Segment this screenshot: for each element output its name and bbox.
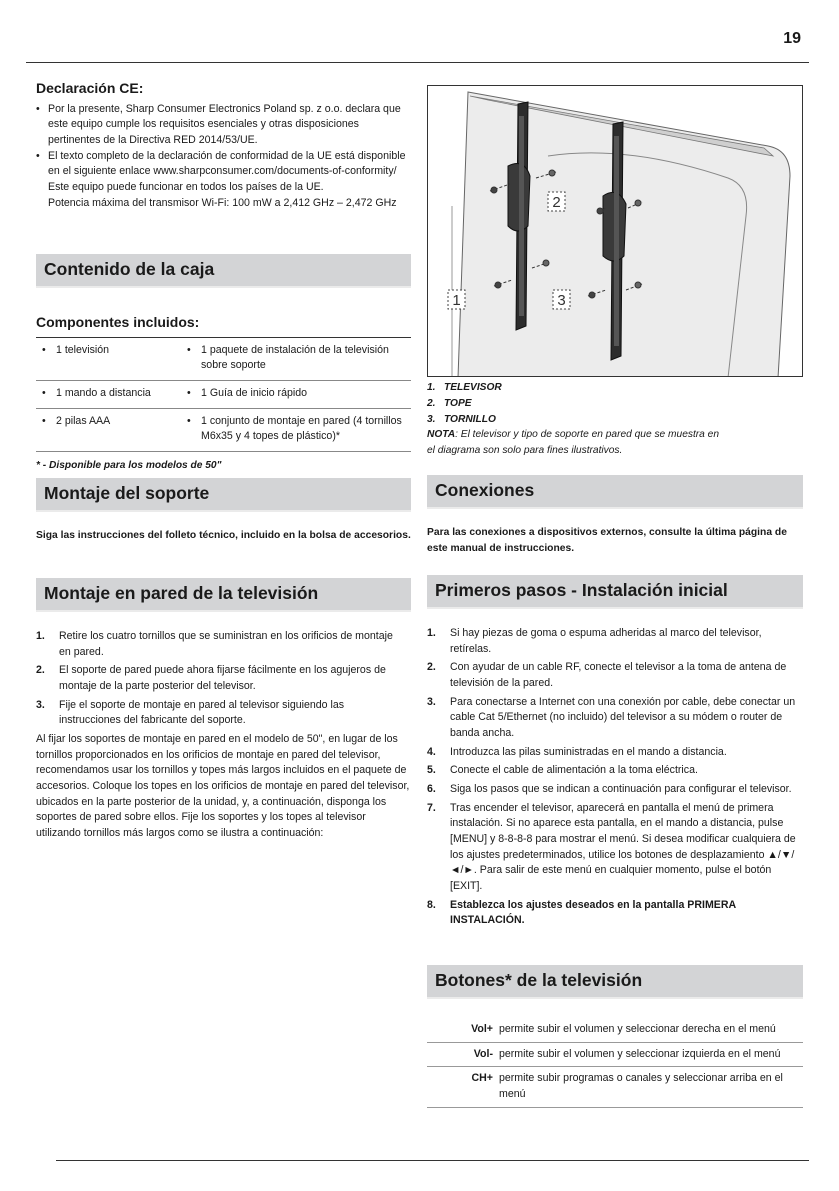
wall-mount-diagram xyxy=(427,85,803,377)
tv-bracket-illustration xyxy=(428,86,803,377)
connections-text: Para las conexiones a dispositivos externos, consulte la última página de este manual de instrucciones. xyxy=(427,527,787,555)
setup-steps xyxy=(427,626,803,929)
table-row xyxy=(427,1042,803,1067)
box-footnote: * - Disponible para los modelos de 50" xyxy=(36,460,222,472)
table-cell: • 1 mando a distancia xyxy=(36,386,181,402)
button-key: Vol+ xyxy=(427,1018,499,1042)
table-cell: • 1 Guía de inicio rápido xyxy=(181,386,411,402)
diagram-note: NOTA: El televisor y tipo de soporte en pared que se muestra en el diagrama son solo para fines ilustrativos. xyxy=(427,429,720,457)
legend-item: 2. TOPE xyxy=(427,397,472,409)
list-item: 1. Retire los cuatro tornillos que se suministran en los orificios de montaje en pared. xyxy=(36,630,393,658)
list-item: 6. Siga los pasos que se indican a continuación para configurar el televisor. xyxy=(427,783,792,796)
table-row xyxy=(36,408,411,451)
list-item: 8. Establezca los ajustes deseados en la pantalla PRIMERA INSTALACIÓN. xyxy=(427,898,736,927)
button-key: Vol- xyxy=(427,1042,499,1067)
section-header: Contenido de la caja xyxy=(36,254,411,288)
table-cell: • 1 televisión xyxy=(36,343,181,359)
table-row xyxy=(427,1067,803,1107)
ce-declaration xyxy=(36,78,411,211)
ce-extra-line: Potencia máxima del transmisor Wi-Fi: 100 mW a 2,412 GHz – 2,472 GHz xyxy=(48,196,397,209)
table-cell: • 1 conjunto de montaje en pared (4 tornillos M6x35 y 4 topes de plástico)* xyxy=(181,414,411,445)
wall-mount-section xyxy=(36,578,411,842)
table-row xyxy=(36,337,411,380)
box-subtitle: Componentes incluidos: xyxy=(36,314,200,330)
bottom-divider xyxy=(56,1160,809,1161)
legend-item: 3. TORNILLO xyxy=(427,413,496,425)
ce-bullet xyxy=(36,149,411,212)
components-table xyxy=(36,337,411,452)
table-row xyxy=(427,1018,803,1042)
ce-bullet-text: El texto completo de la declaración de conformidad de la UE está disponible en el siguiente enlace www.sharpconsumer.com/documents-of-conformity/ xyxy=(48,149,406,178)
setup-section xyxy=(427,575,803,932)
section-header: Montaje en pared de la televisión xyxy=(36,578,411,612)
ce-bullets xyxy=(36,102,411,212)
section-header: Botones* de la televisión xyxy=(427,965,803,999)
ce-title: Declaración CE: xyxy=(36,80,144,96)
legend-item: 1. TELEVISOR xyxy=(427,382,502,393)
section-header: Montaje del soporte xyxy=(36,478,411,512)
diagram-section xyxy=(427,85,803,459)
diagram-legend xyxy=(427,380,803,459)
list-item: 2. Con ayudar de un cable RF, conecte el televisor a la toma de antena de televisión de la pared. xyxy=(427,661,787,690)
section-header: Primeros pasos - Instalación inicial xyxy=(427,575,803,609)
stand-text: Siga las instrucciones del folleto técnico, incluido en la bolsa de accesorios. xyxy=(36,530,411,541)
list-item: 2. El soporte de pared puede ahora fijarse fácilmente en los agujeros de montaje de la parte posterior del televisor. xyxy=(36,664,386,693)
callout-1: 1 xyxy=(452,292,461,309)
list-item: 5. Conecte el cable de alimentación a la toma eléctrica. xyxy=(427,764,698,777)
list-item: 4. Introduzca las pilas suministradas en el mando a distancia. xyxy=(427,745,727,758)
table-row xyxy=(36,381,411,409)
button-key: CH+ xyxy=(427,1067,499,1107)
top-divider xyxy=(26,62,809,63)
box-contents-section xyxy=(36,254,411,473)
stand-section xyxy=(36,478,411,544)
list-item: 1. Si hay piezas de goma o espuma adheridas al marco del televisor, retírelas. xyxy=(427,627,762,655)
list-item: 3. Fije el soporte de montaje en pared al televisor siguiendo las instrucciones del fabricante del soporte. xyxy=(36,698,345,727)
callout-3: 3 xyxy=(557,292,566,309)
tv-buttons-section xyxy=(427,965,803,1108)
section-header: Conexiones xyxy=(427,475,803,509)
list-item: 7. Tras encender el televisor, aparecerá en pantalla el menú de primera instalación. Si no aparece esta pantalla, en el mando a distancia, pulse [MENU] y 8-8-8-8 para mostrar el menú. Si desea modificar cualquiera de los ajustes predeterminados, utilice los botones de desplazamiento ▲/▼/◄/►. Para salir de este menú en cualquier momento, pulse el botón [EXIT]. xyxy=(427,801,796,893)
button-desc: permite subir programas o canales y seleccionar arriba en el menú xyxy=(499,1067,803,1107)
button-desc: permite subir el volumen y seleccionar izquierda en el menú xyxy=(499,1042,803,1067)
connections-section xyxy=(427,475,803,558)
ce-extra-line: Este equipo puede funcionar en todos los países de la UE. xyxy=(48,181,324,194)
table-cell: • 1 paquete de instalación de la televisión sobre soporte xyxy=(181,343,411,374)
button-desc: permite subir el volumen y seleccionar derecha en el menú xyxy=(499,1018,803,1042)
list-item: 3. Para conectarse a Internet con una conexión por cable, debe conectar un cable Cat 5/Ethernet (no incluido) del televisor a su módem o router de banda ancha. xyxy=(427,695,796,740)
wall-paragraph: Al fijar los soportes de montaje en pared en el modelo de 50", en lugar de los tornillos proporcionados en los orificios de montaje en pared del televisor, recomendamos usar los tornillos y topes más largos incluidos en el paquete de accesorios. Coloque los topes en los orificios de montaje en pared del televisor, ubicados en la parte posterior de la unidad, y, a continuación, disponga los soportes de pared sobre ellos. Fije los soportes y los topes al televisor utilizando tornillos más largos como se ilustra a continuación: xyxy=(36,733,410,840)
table-cell: • 2 pilas AAA xyxy=(36,414,181,430)
buttons-table xyxy=(427,1018,803,1108)
ce-bullet: • Por la presente, Sharp Consumer Electronics Poland sp. z o.o. declara que este equipo cumple los requisitos esenciales y otras disposiciones pertinentes de la Directiva RED 2014/53/UE. xyxy=(36,102,411,149)
callout-2: 2 xyxy=(552,194,561,211)
wall-steps xyxy=(36,629,411,729)
page-number: 19 xyxy=(783,30,801,47)
